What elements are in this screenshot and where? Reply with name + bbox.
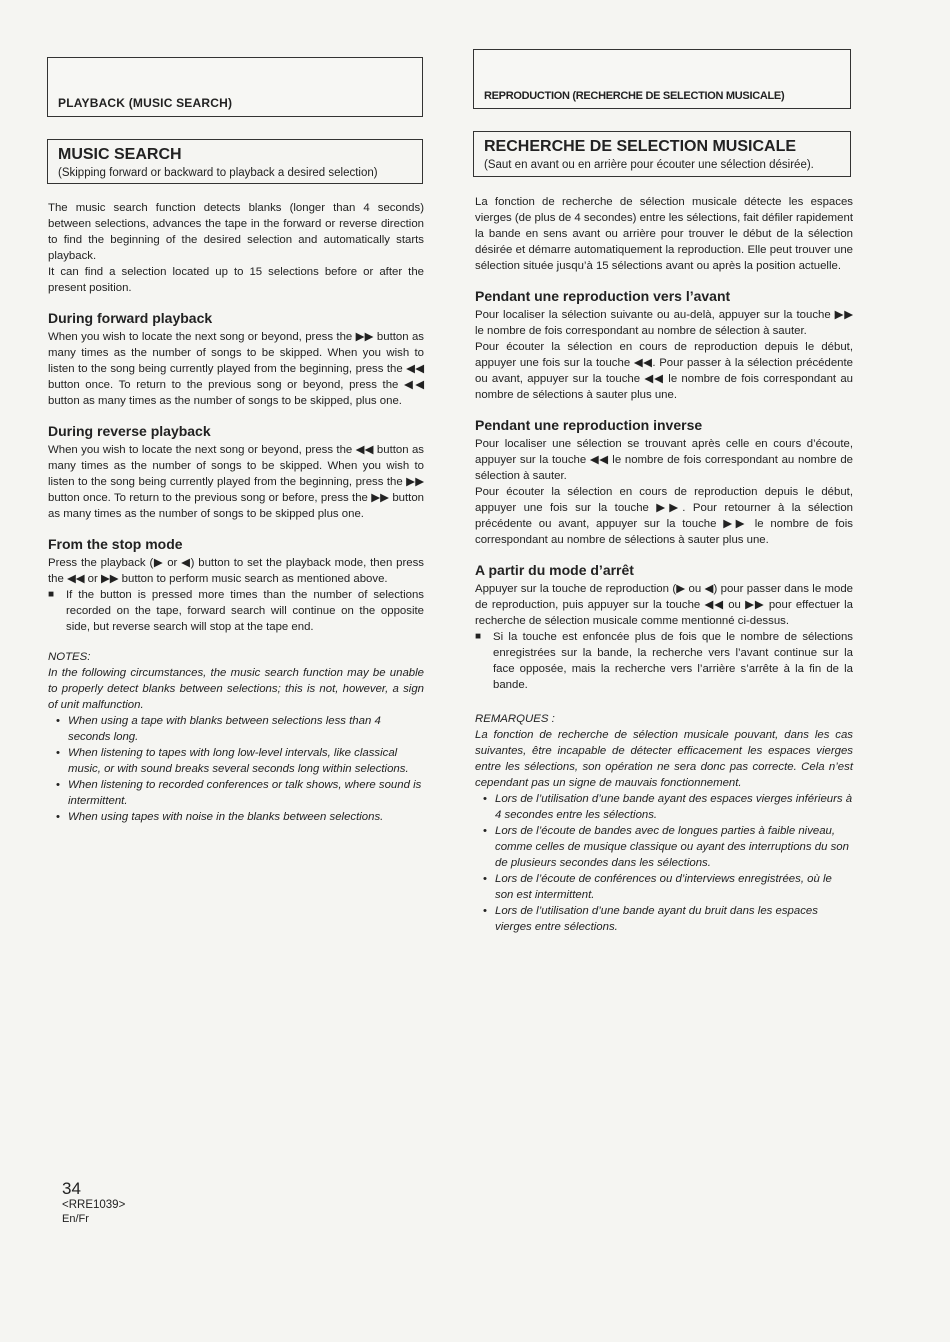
right-heading-stop: A partir du mode d’arrêt (475, 562, 634, 578)
right-text-stop: Appuyer sur la touche de reproduction (▶ ou ◀) pour passer dans le mode de reproduction, puis appuyer sur la touche ◀◀ ou ▶▶ pour effectuer la recherche de sélection musicale comme mentionné ci-dessus. (475, 583, 853, 627)
bullet-dot-icon: • (483, 873, 487, 885)
left-intro: The music search function detects blanks (longer than 4 seconds) between selections, advances the tape in the forward or reverse direction to find the beginning of the desired selection and automatically starts playback. (48, 202, 424, 262)
right-subtitle: (Saut en avant ou en arrière pour écouter une sélection désirée). (484, 159, 814, 171)
left-heading-reverse: During reverse playback (48, 423, 211, 439)
right-section-header-text: REPRODUCTION (RECHERCHE DE SELECTION MUSICALE) (484, 90, 785, 102)
left-heading-forward: During forward playback (48, 310, 213, 326)
left-notes-intro: In the following circumstances, the music search function may be unable to properly detect blanks between selections; this is not, however, a sign of unit malfunction. (48, 667, 424, 711)
right-text-reverse: Pour localiser une sélection se trouvant après celle en cours d’écoute, appuyer sur la touche ◀◀ le nombre de fois correspondant au nombre de sélection à sauter. (475, 438, 853, 482)
page-number: 34 (62, 1179, 81, 1198)
right-text-forward: Pour localiser la sélection suivante ou au-delà, appuyer sur la touche ▶▶ le nombre de fois correspondant au nombre de sélection à sauter. (475, 309, 853, 337)
left-title-box (47, 139, 423, 184)
right-intro: La fonction de recherche de sélection musicale détecte les espaces vierges (de plus de 4 secondes) entre les sélections, fait défiler rapidement la bande en sens avant ou arrière pour trouver le début de la sélection désirée et démarre automatiquement la reproduction. Elle peut trouver une sélection située jusqu’à 15 sélections avant ou après la position actuelle. (475, 196, 853, 272)
left-bullet (48, 587, 424, 635)
page-footer (62, 1180, 125, 1226)
left-text-forward: When you wish to locate the next song or beyond, press the ▶▶ button as many times as the number of songs to be skipped. When you wish to listen to the song being currently played from the beginning, press the ◀◀ button once. To return to the previous song or beyond, press the ◀◀ button as many times as the number of songs to be skipped, plus one. (48, 331, 424, 407)
right-text-reverse-2: Pour écouter la sélection en cours de reproduction depuis le début, appuyer une fois sur la touche ▶▶. Pour retourner à la sélection précédente ou avant, appuyer sur la touche ▶▶ le nombre de fois correspondant au nombre de sélections à sauter plus une. (475, 486, 853, 546)
list-item: • Lors de l’écoute de conférences ou d’interviews enregistrées, où le son est intermittent. (475, 871, 853, 903)
language-code: En/Fr (62, 1213, 89, 1225)
left-intro-2: It can find a selection located up to 15 selections before or after the present position. (48, 266, 424, 294)
left-text-stop: Press the playback (▶ or ◀) button to set the playback mode, then press the ◀◀ or ▶▶ button to perform music search as mentioned above. (48, 557, 424, 585)
left-heading-stop: From the stop mode (48, 536, 183, 552)
right-body (475, 194, 853, 935)
bullet-dot-icon: • (56, 811, 60, 823)
left-title: MUSIC SEARCH (58, 146, 182, 163)
right-heading-forward: Pendant une reproduction vers l’avant (475, 288, 731, 304)
left-section-header (47, 57, 423, 117)
right-notes-list (475, 791, 853, 935)
list-item: • When listening to tapes with long low-level intervals, like classical music, or with sound breaks several seconds long within selections. (48, 745, 424, 777)
document-code: <RRE1039> (62, 1199, 126, 1211)
list-item: • When listening to recorded conferences or talk shows, where sound is intermittent. (48, 777, 424, 809)
left-text-reverse: When you wish to locate the next song or beyond, press the ◀◀ button as many times as the number of songs to be skipped. When you wish to listen to the song being currently played from the beginning, press the ▶▶ button once. To return to the previous song or before, press the ▶▶ button as many times as the number of songs to be skipped plus one. (48, 444, 424, 520)
square-bullet-icon: ■ (48, 589, 55, 600)
left-section-header-text: PLAYBACK (MUSIC SEARCH) (58, 96, 233, 110)
list-item: • When using tapes with noise in the blanks between selections. (48, 809, 424, 825)
right-section-header (473, 49, 851, 109)
left-notes (48, 649, 424, 825)
list-item: • Lors de l’utilisation d’une bande ayant du bruit dans les espaces vierges entre sélections. (475, 903, 853, 935)
right-notes-heading: REMARQUES : (475, 713, 555, 725)
bullet-dot-icon: • (56, 779, 60, 791)
right-heading-reverse: Pendant une reproduction inverse (475, 417, 703, 433)
right-notes (475, 711, 853, 935)
square-bullet-icon: ■ (475, 631, 482, 642)
right-title: RECHERCHE DE SELECTION MUSICALE (484, 138, 797, 155)
left-subtitle: (Skipping forward or backward to playback a desired selection) (58, 167, 378, 179)
bullet-dot-icon: • (483, 825, 487, 837)
bullet-dot-icon: • (56, 747, 60, 759)
left-bullet-text: If the button is pressed more times than the number of selections recorded on the tape, forward search will continue on the opposite side, but reverse search will stop at the tape end. (66, 589, 424, 633)
bullet-dot-icon: • (483, 905, 487, 917)
left-body (48, 200, 424, 825)
bullet-dot-icon: • (483, 793, 487, 805)
left-notes-list (48, 713, 424, 825)
right-bullet-text: Si la touche est enfoncée plus de fois que le nombre de sélections enregistrées sur la bande, la recherche vers l’avant continue sur la face opposée, mais la recherche vers l’arrière s’arrête à la fin de la bande. (493, 631, 853, 691)
right-bullet (475, 629, 853, 693)
bullet-dot-icon: • (56, 715, 60, 727)
right-title-box (473, 131, 851, 177)
list-item: • When using a tape with blanks between selections less than 4 seconds long. (48, 713, 424, 745)
left-notes-heading: NOTES: (48, 651, 91, 663)
right-text-forward-2: Pour écouter la sélection en cours de reproduction depuis le début, appuyer une fois sur la touche ◀◀. Pour passer à la sélection précédente ou avant, appuyer sur la touche ◀◀ le nombre de fois correspondant au nombre de sélections à sauter plus une. (475, 341, 853, 401)
list-item: • Lors de l’écoute de bandes avec de longues parties à faible niveau, comme celles de musique classique ou ayant des interruptions du son de plusieurs secondes dans les sélections. (475, 823, 853, 871)
list-item: • Lors de l’utilisation d’une bande ayant des espaces vierges inférieurs à 4 secondes entre les sélections. (475, 791, 853, 823)
right-notes-intro: La fonction de recherche de sélection musicale pouvant, dans les cas suivantes, être incapable de détecter efficacement les espaces vierges entre les sélections, son opération ne sera donc pas correcte. Cela n’est cependant pas un signe de mauvais fonctionnement. (475, 729, 853, 789)
